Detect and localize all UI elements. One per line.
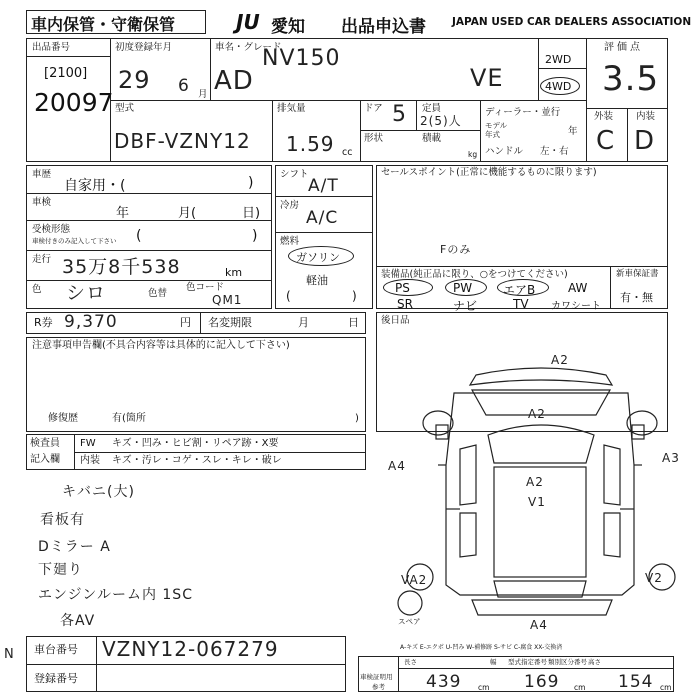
color-code-label: 色コード [186,282,225,293]
dimension-length-unit: cm [478,683,490,692]
damage-mark-left: A4 [388,459,406,473]
divider [480,100,481,162]
fuel-label: 燃料 [280,236,300,247]
inspection-label: 車検 [32,197,52,208]
fuel-paren-open: ( [286,289,291,303]
lot-code: [2100] [44,66,88,81]
handle-lr: 左・右 [540,146,569,157]
dimensions-ref: 参考 [372,683,385,691]
form-note: 車検付きのみ記入して下さい [32,237,117,245]
inspector-interior-items: キズ・汚レ・コゲ・スレ・キレ・破レ [112,455,282,466]
drive-2wd: 2WD [545,53,572,66]
capacity-label: 定員 [422,103,442,114]
registration-month-unit: 月 [198,89,208,100]
score-value: 3.5 [602,59,660,99]
history-close: ) [248,175,254,191]
recycle-value: 9,370 [64,312,118,332]
fuel-diesel: 軽油 [306,274,328,287]
type-label: 型式 [115,103,135,114]
divider [398,668,674,669]
association-name: JAPAN USED CAR DEALERS ASSOCIATION [452,16,692,28]
damage-mark-hood: A2 [528,407,546,421]
divider [627,108,628,162]
dimension-width-unit: cm [574,683,586,692]
inspector-label-2: 記入欄 [30,454,60,465]
handle-label: ハンドル [485,146,524,157]
equip-airbag: エアB [503,283,536,297]
damage-mark-roof-2: V1 [528,495,546,509]
inspector-fw-items: キズ・凹み・ヒビ割・リペア跡・X要 [112,438,279,449]
divider [538,68,586,69]
color-label: 色 [32,284,42,295]
note-line: 下廻り [38,562,83,578]
note-line: Dミラー A [38,539,111,555]
doors-value: 5 [392,102,407,127]
note-line: エンジンルーム内 1SC [38,587,193,603]
inspection-day: 日) [242,206,261,221]
history-value: 自家用・( [64,178,126,194]
equip-power-seat: カワシート [551,301,601,312]
form-paren-open: ( [136,228,142,244]
chassis-number: VZNY12-067279 [102,637,279,661]
model-sub: AD [214,66,254,96]
sales-point-label: セールスポイント(正常に機能するものに限ります) [381,167,597,178]
equipment-label: 装備品(純正品に限り、○をつけてください) [381,269,568,280]
note-line: 各AV [60,613,96,629]
divider [586,38,587,162]
spare-label: スペア [398,617,421,626]
color-code: QM1 [212,293,243,307]
equip-pw: PW [453,281,473,295]
damage-legend: A-キズ E-エクボ U-凹み W-補修跡 S-サビ C-腐食 XX-交換済 [400,644,563,651]
recycle-label: R券 [34,316,53,329]
divider [200,312,201,334]
interior-grade: D [634,126,656,156]
mileage-value: 35万8千538 [62,256,181,278]
dimension-height: 154 [618,672,654,692]
divider [376,266,668,267]
note-line: キバニ(大) [62,484,135,500]
shape-label: 形状 [364,133,384,144]
margin-mark: N [4,647,15,662]
registration-month: 6 [178,76,190,96]
damage-mark-right: A3 [662,451,680,465]
ac-value: A/C [306,208,339,228]
capacity-value: 2(5)人 [420,114,462,128]
divider [275,232,373,233]
model-year-label: モデル [485,121,508,130]
name-change-day: 日 [348,316,359,329]
repair-value: 有(箇所 [112,413,146,424]
form-label: 受検形態 [32,224,71,235]
name-change-month: 月 [298,316,309,329]
dimensions-height-label: 高さ [588,658,601,666]
model-designation-label: 型式指定番号 [508,658,547,666]
inspector-fw: FW [80,438,96,449]
doc-title: 出品申込書 [341,17,426,37]
divider [26,193,272,194]
inspection-month: 月( [178,206,197,221]
logo-aichi: 愛知 [271,17,305,37]
damage-mark-top: A2 [551,353,569,367]
after-seal-label: 後日品 [381,315,410,326]
dealer-parallel: ディーラー・並行 [485,107,561,118]
equip-aw: AW [568,281,588,295]
grade-value: VE [470,64,504,92]
form-paren-close: ) [252,228,258,244]
logo-ju: JU [236,10,260,34]
inspection-year: 年 [116,206,130,221]
ac-label: 冷房 [280,200,300,211]
model-label: 車名・グレード [215,42,282,53]
divider [26,220,272,221]
class-number-label: 類別区分番号 [548,658,587,666]
shift-label: シフト [280,169,309,180]
model-year-label2: 年式 [485,130,500,139]
weight-label: 積載 [422,133,442,144]
new-warranty-label: 新車保証書 [616,269,659,279]
displacement-label: 排気量 [277,103,306,114]
damage-mark-roof: A2 [526,475,544,489]
equip-sr: SR [397,297,413,311]
history-label: 車歴 [32,169,52,180]
displacement-unit: cc [342,147,353,158]
color-value: シロ [66,282,107,304]
fuel-paren-close: ) [352,289,357,303]
registration-label: 初度登録年月 [115,42,173,53]
dimensions-width-label: 幅 [490,658,497,666]
mileage-unit: km [225,266,243,279]
registration-year: 29 [118,66,151,94]
repair-close: ) [355,413,359,424]
recycle-unit: 円 [180,316,191,329]
dimension-length: 439 [426,672,462,692]
exterior-label: 外装 [594,111,614,122]
equip-navi: ナビ [453,299,478,313]
registration-number-label: 登録番号 [34,672,78,685]
exterior-grade: C [596,126,616,156]
damage-mark-bottom: A4 [530,618,548,632]
lot-number-label: 出品番号 [32,42,71,53]
dimension-width: 169 [524,672,560,692]
interior-label: 内装 [636,111,656,122]
damage-mark-rear-right: V2 [645,571,663,585]
divider [210,38,211,100]
divider [26,280,272,281]
inspector-label: 検査員 [30,438,60,449]
divider [360,100,361,162]
repair-label: 修復歴 [48,413,78,424]
dimensions-length-label: 長さ [404,658,417,666]
shift-value: A/T [308,176,339,196]
divider [110,100,586,101]
drive-4wd: 4WD [545,80,572,93]
warranty-options: 有・無 [620,291,653,304]
sales-point-note: Fのみ [440,243,472,256]
model-name: NV150 [262,46,341,71]
displacement-value: 1.59 [286,132,335,156]
divider [272,100,273,162]
lot-number: 20097 [34,88,114,117]
divider [360,130,480,131]
storage-label: 車内保管・守衛保管 [31,15,176,34]
chassis-label: 車台番号 [34,643,78,656]
dimension-height-unit: cm [660,683,672,692]
fuel-gas: ガソリン [296,251,340,264]
equip-tv: TV [513,297,529,311]
inspector-interior: 内装 [80,455,100,466]
score-label: 評価点 [604,42,643,53]
name-change-label: 名変期限 [208,316,252,329]
color-swatch-label: 色替 [148,288,168,299]
equip-ps: PS [395,281,410,295]
note-line: 看板有 [40,512,85,528]
mileage-label: 走行 [32,254,52,265]
divider [74,452,366,453]
type-value: DBF-VZNY12 [114,129,251,153]
dimensions-cert: 車検証明用 [360,673,393,681]
notes-label: 注意事項申告欄(不具合内容等は具体的に記入して下さい) [32,340,290,351]
doors-label: ドア [364,103,383,114]
divider [398,656,399,692]
divider [416,100,417,130]
divider [275,196,373,197]
divider [26,56,110,57]
divider [26,250,272,251]
weight-unit: kg [468,150,478,159]
model-year-unit: 年 [568,126,578,137]
damage-mark-rear-left: VA2 [401,573,428,587]
divider [610,266,611,309]
divider [26,664,346,665]
divider [538,38,539,100]
